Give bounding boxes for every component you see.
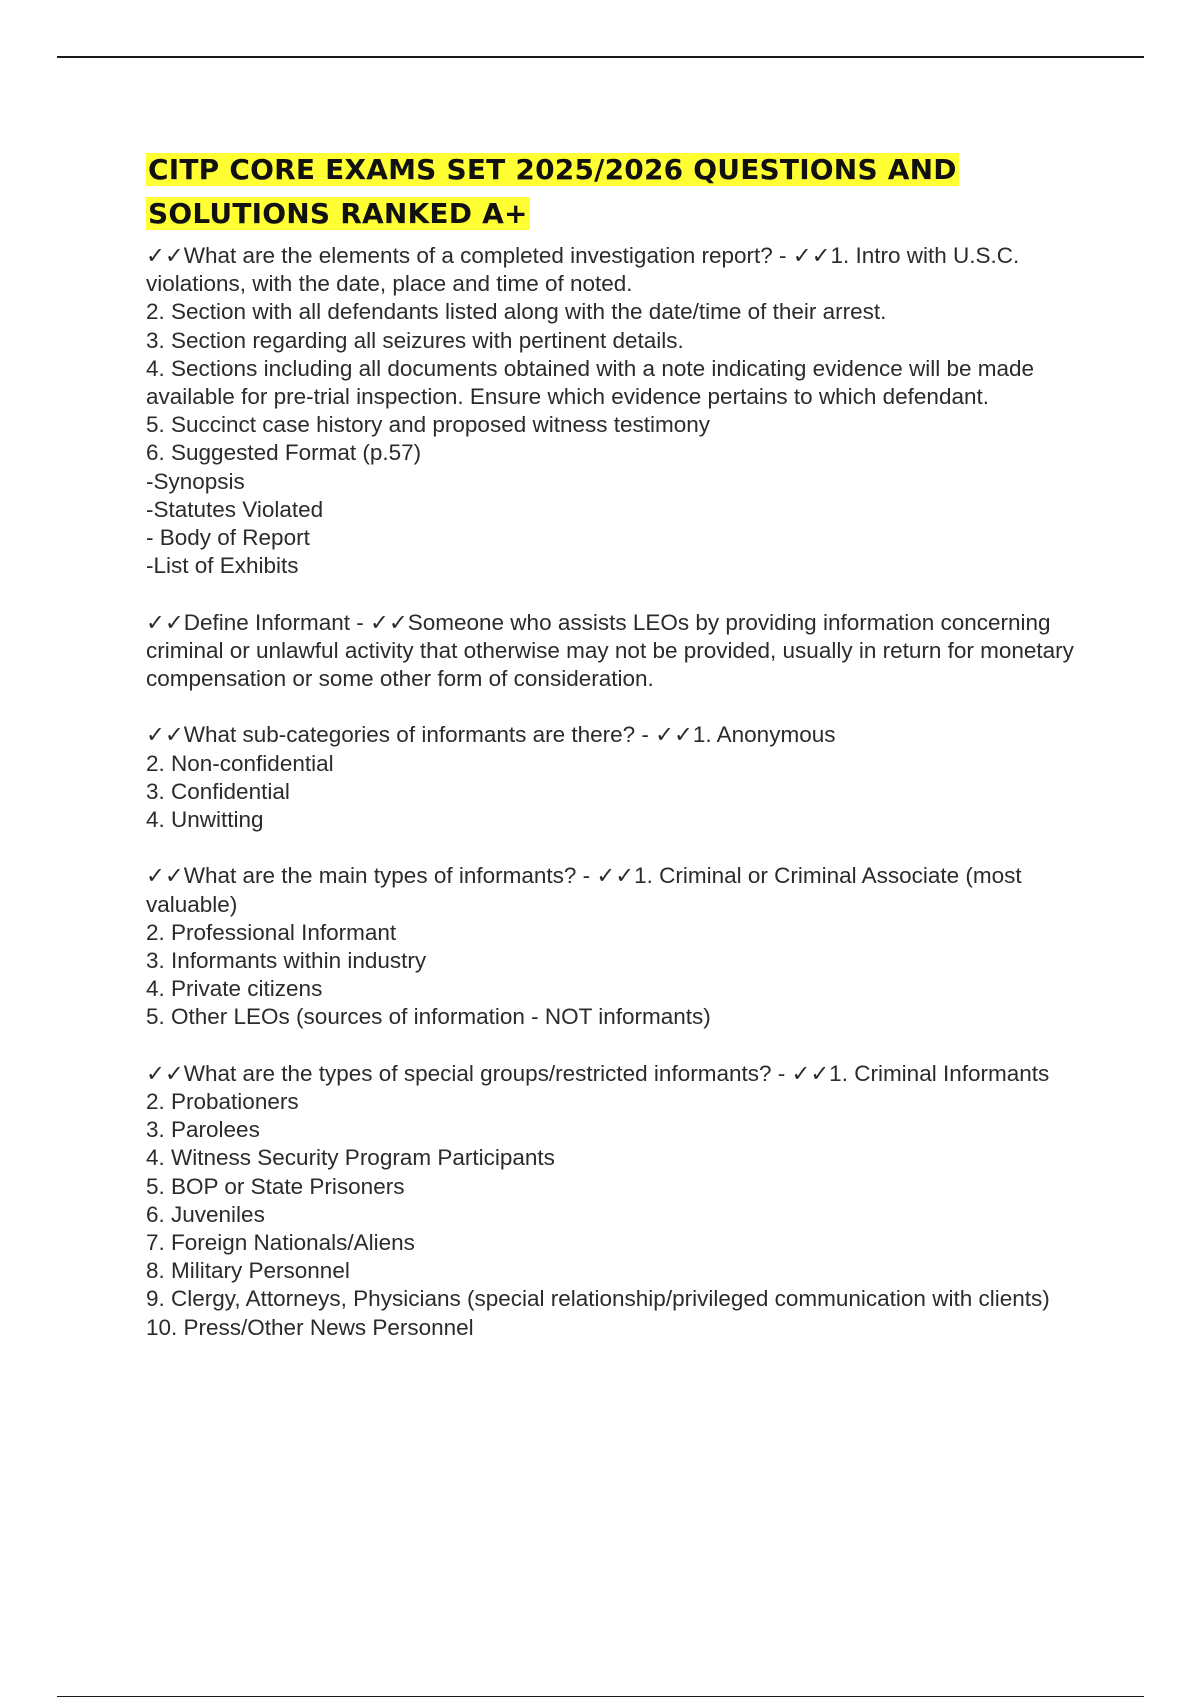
qa-entry	[146, 862, 1096, 1031]
qa-entry	[146, 1060, 1096, 1342]
qa-line: 6. Juveniles	[146, 1201, 265, 1227]
qa-line: ✓✓What are the elements of a completed investigation report? - ✓✓1. Intro with U.S.C. violations, with the date, place and time of noted.	[146, 243, 1020, 297]
header-rule	[57, 56, 1144, 58]
qa-entry	[146, 242, 1096, 580]
qa-line: 9. Clergy, Attorneys, Physicians (special relationship/privileged communication with clients)	[146, 1286, 1050, 1312]
qa-line: 10. Press/Other News Personnel	[146, 1314, 474, 1340]
qa-line: 5. Succinct case history and proposed witness testimony	[146, 412, 711, 438]
qa-line: -Statutes Violated	[146, 496, 324, 522]
qa-line: ✓✓What are the main types of informants? - ✓✓1. Criminal or Criminal Associate (most valuable)	[146, 863, 1022, 917]
qa-line: -List of Exhibits	[146, 553, 299, 579]
qa-line: 3. Parolees	[146, 1117, 260, 1143]
qa-entry	[146, 609, 1096, 694]
qa-list	[146, 242, 1096, 1342]
qa-line: 7. Foreign Nationals/Aliens	[146, 1230, 415, 1256]
document-page	[146, 148, 1096, 1342]
qa-entry	[146, 721, 1096, 834]
qa-line: 4. Private citizens	[146, 976, 323, 1002]
qa-line: 4. Sections including all documents obtained with a note indicating evidence will be made available for pre-trial inspection. Ensure which evidence pertains to which defendant.	[146, 355, 1035, 410]
qa-line: -Synopsis	[146, 468, 245, 494]
qa-line: 2. Section with all defendants listed along with the date/time of their arrest.	[146, 299, 887, 325]
qa-line: ✓✓Define Informant - ✓✓Someone who assists LEOs by providing information concerning criminal or unlawful activity that otherwise may not be provided, usually in return for monetary compensation or some other form of consideration.	[146, 609, 1074, 692]
footer-rule	[57, 1696, 1144, 1697]
qa-line: 6. Suggested Format (p.57)	[146, 440, 422, 466]
qa-line: 4. Unwitting	[146, 807, 264, 833]
qa-line: 5. BOP or State Prisoners	[146, 1173, 405, 1199]
qa-line: 3. Informants within industry	[146, 948, 427, 974]
qa-line: 3. Confidential	[146, 778, 290, 804]
qa-line: ✓✓What sub-categories of informants are there? - ✓✓1. Anonymous	[146, 722, 836, 748]
title-line-1: CITP CORE EXAMS SET 2025/2026 QUESTIONS AND	[148, 153, 957, 186]
qa-line: 2. Professional Informant	[146, 919, 397, 945]
qa-line: 2. Probationers	[146, 1089, 299, 1115]
qa-line: 3. Section regarding all seizures with pertinent details.	[146, 327, 684, 353]
qa-line: 8. Military Personnel	[146, 1258, 350, 1284]
qa-line: ✓✓What are the types of special groups/restricted informants? - ✓✓1. Criminal Informants	[146, 1060, 1050, 1086]
qa-line: 5. Other LEOs (sources of information - NOT informants)	[146, 1004, 711, 1030]
qa-line: 4. Witness Security Program Participants	[146, 1145, 555, 1171]
qa-line: - Body of Report	[146, 525, 310, 551]
document-title	[146, 148, 1096, 236]
qa-line: 2. Non-confidential	[146, 750, 334, 776]
title-line-2: SOLUTIONS RANKED A+	[148, 197, 528, 230]
